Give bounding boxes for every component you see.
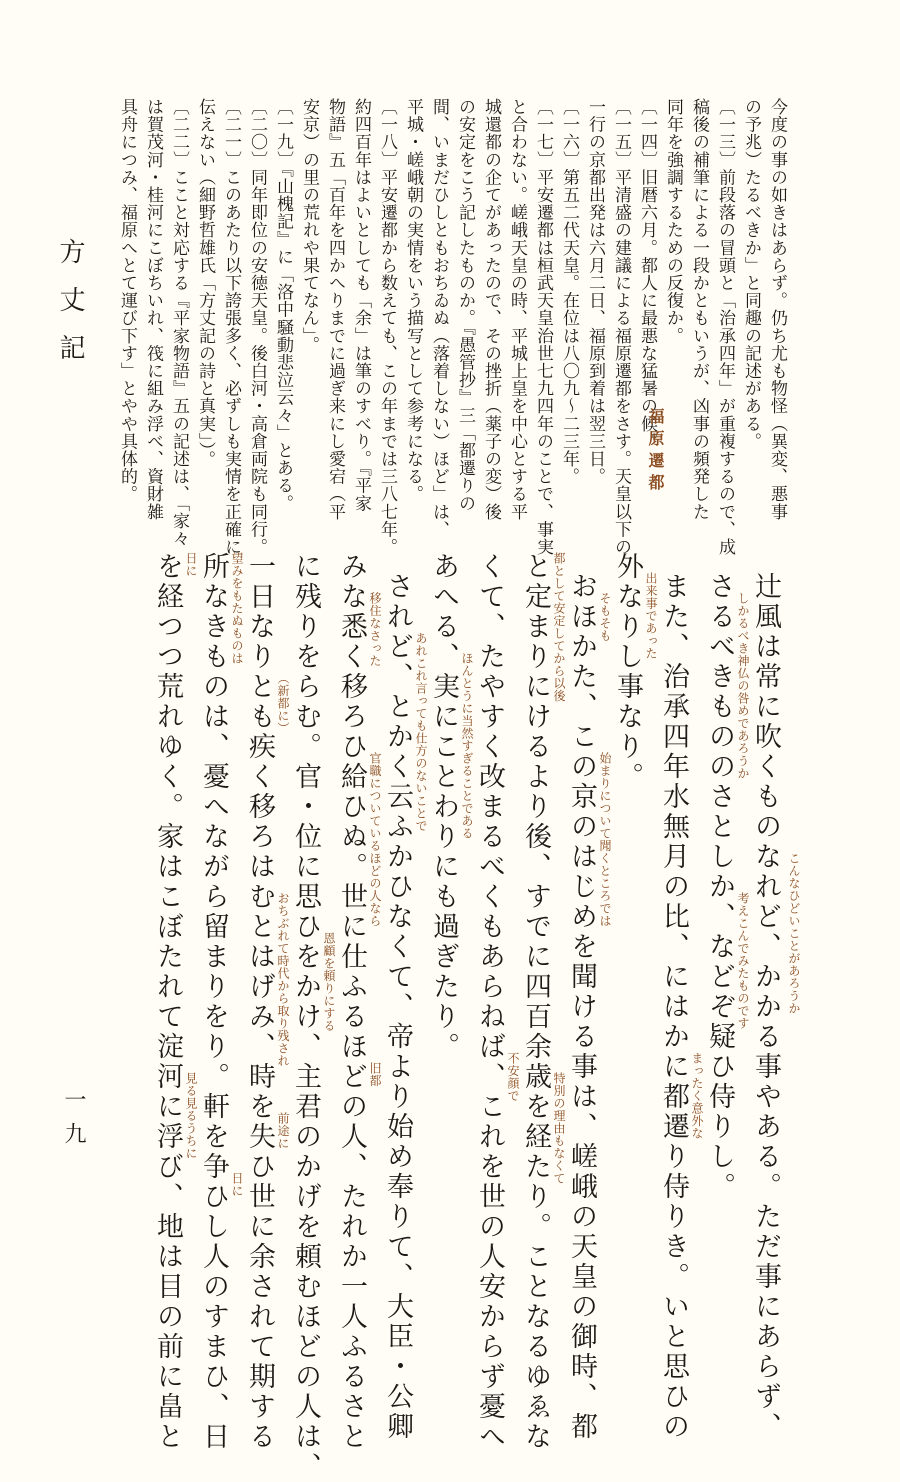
note-line: 〔一五〕平清盛の建議による福原遷都をさす。天皇以下の — [611, 98, 631, 556]
main-text-line: みな悉く移ろひ給ひぬ。世に仕ふるほどの人、たれか一人ふるさと — [336, 552, 367, 1452]
note-line: 〔二〇〕同年即位の安徳天皇。後白河・高倉両院も同行。 — [247, 98, 267, 556]
gloss: 出来事であった — [644, 572, 658, 660]
gloss: 特別の理由もなくて — [552, 1072, 566, 1185]
gloss: そもそも — [598, 592, 612, 642]
note-line: 城還都の企てがあったので、その挫折（薬子の変）後 — [481, 98, 501, 521]
gloss: 考えこんでみたものです — [736, 892, 750, 1030]
gloss: 都として安定してから以後 — [552, 552, 566, 702]
gloss: 見る見るうちに — [184, 1072, 198, 1160]
note-line: 〔一三〕前段落の冒頭と「治承四年」が重複するので、成 — [715, 98, 735, 556]
main-text-block — [110, 552, 801, 1482]
note-line: 安京）の里の荒れや果てなん」。 — [299, 98, 319, 354]
note-line: 〔一四〕旧暦六月。都人に最悪な猛暑の候。 — [637, 98, 657, 450]
note-line: の安定をこう記したものか。『愚管抄』三「都遷りの — [455, 98, 475, 512]
annotation-notes-block — [110, 98, 790, 556]
gloss: 前途に — [276, 1112, 290, 1150]
main-text-line: 所なきものは、憂へながら留まりをり。軒を争ひし人のすまひ、日 — [198, 552, 229, 1452]
gloss: ほんとうに当然すぎることである — [460, 652, 474, 840]
gloss: 官職についているほどの人なら — [368, 752, 382, 927]
note-line: と合わない。嵯峨天皇の時、平城上皇を中心とする平 — [507, 98, 527, 521]
gloss: 移住なさった — [368, 592, 382, 667]
main-text-line: 一日なりとも疾く移ろはむとはげみ、時を失ひ世に余されて期する — [244, 552, 275, 1452]
main-text-line: また、治承四年水無月の比、にはかに都遷り侍りき。いと思ひの — [658, 572, 689, 1442]
main-text-line: と定まりにけるより後、すでに四百余歳を経たり。ことなるゆゑな — [520, 552, 551, 1452]
gloss: 日に — [184, 552, 198, 577]
gloss: 始まりについて聞くところでは — [598, 752, 612, 927]
note-line: 平城・嵯峨朝の実情をいう描写として参考になる。 — [403, 98, 423, 503]
gloss: こんなひどいことがあろうか — [787, 852, 801, 1015]
main-text-line: 外なりし事なり。 — [612, 552, 643, 792]
gloss: 不安顔で — [506, 1052, 520, 1102]
note-line: 〔一六〕第五二代天皇。在位は八〇九～二三年。 — [559, 98, 579, 486]
main-text-line: に残りをらむ。官・位に思ひをかけ、主君のかげを頼むほどの人は、 — [290, 552, 321, 1482]
main-text-line: されど、とかく云ふかひなくて、帝より始め奉りて、大臣・公卿 — [382, 572, 413, 1442]
gloss: しかるべき神仏の咎めであろうか — [736, 592, 750, 780]
note-line: 〔二二〕ここと対応する『平家物語』五の記述は、「家々 — [169, 98, 189, 548]
main-text-line: あへる、実にことわりにも過ぎたり。 — [428, 552, 459, 1062]
note-line: の予兆）たるべきか」と同趣の記述がある。 — [741, 98, 761, 450]
note-line: 同年を強調するための反復か。 — [663, 98, 683, 345]
note-line: 〔二一〕このあたり以下誇張多く、必ずしも実情を正確に — [221, 98, 241, 556]
note-line: は賀茂河・桂河にこぼちいれ、筏に組み浮べ、資財雑 — [143, 98, 163, 521]
gloss: 望みをもたぬものは — [230, 552, 244, 665]
note-line: 具舟につみ、福原へとて運び下す」とやや具体的。 — [117, 98, 137, 503]
main-text-line: 辻風は常に吹くものなれど、かかる事やある。ただ事にあらず、 — [750, 572, 781, 1442]
running-head-book-title: 方丈記 — [55, 238, 85, 382]
note-line: 〔一九〕『山槐記』に「洛中騒動悲泣云々」とある。 — [273, 98, 293, 512]
main-text-line: を経つつ荒れゆく。家はこぼたれて淀河に浮び、地は目の前に畠と — [152, 552, 183, 1452]
note-line: 稿後の補筆による一段かともいうが、凶事の頻発した — [689, 98, 709, 521]
page-number: 一九 — [61, 1088, 86, 1156]
gloss: おちぶれて時代から取り残され — [276, 892, 290, 1067]
note-line: 約四百年はよいとしても「余」は筆のすべり。『平家 — [351, 98, 371, 512]
note-line: 物語』五「百年を四かへりまでに過ぎ来にし愛宕（平 — [325, 98, 345, 521]
gloss: 恩顧を頼りにする — [322, 932, 336, 1032]
note-line: 一行の京都出発は六月二日、福原到着は翌三日。 — [585, 98, 605, 486]
gloss: （新都に） — [276, 672, 290, 735]
note-line: 間、いまだひしともおちゐぬ（落着しない）ほど」は、 — [429, 98, 449, 538]
main-text-line: さるべきもののさとしか、などぞ疑ひ侍りし。 — [704, 572, 735, 1202]
main-text-line: おほかた、この京のはじめを聞ける事は、嵯峨の天皇の御時、都 — [566, 572, 597, 1442]
main-text-line: くて、たやすく改まるべくもあらねば、これを世の人安からず憂へ — [474, 552, 505, 1452]
note-line: 〔一七〕平安遷都は桓武天皇治世七九四年のことで、事実 — [533, 98, 553, 556]
gloss: 日に — [230, 1172, 244, 1197]
gloss: 旧都 — [368, 1062, 382, 1087]
gloss: まったく意外な — [690, 1052, 704, 1140]
gloss: あれこれ言っても仕方のないことで — [414, 632, 428, 832]
note-line: 今度の事の如きはあらず。仍ち尤も物怪（異変、悪事 — [767, 98, 787, 521]
section-heading: 福原遷都 — [646, 408, 665, 496]
note-line: 伝えない（細野哲雄氏「方丈記の詩と真実」）。 — [195, 98, 215, 469]
note-line: 〔一八〕平安遷都から数えても、この年までは三八七年。 — [377, 98, 397, 556]
